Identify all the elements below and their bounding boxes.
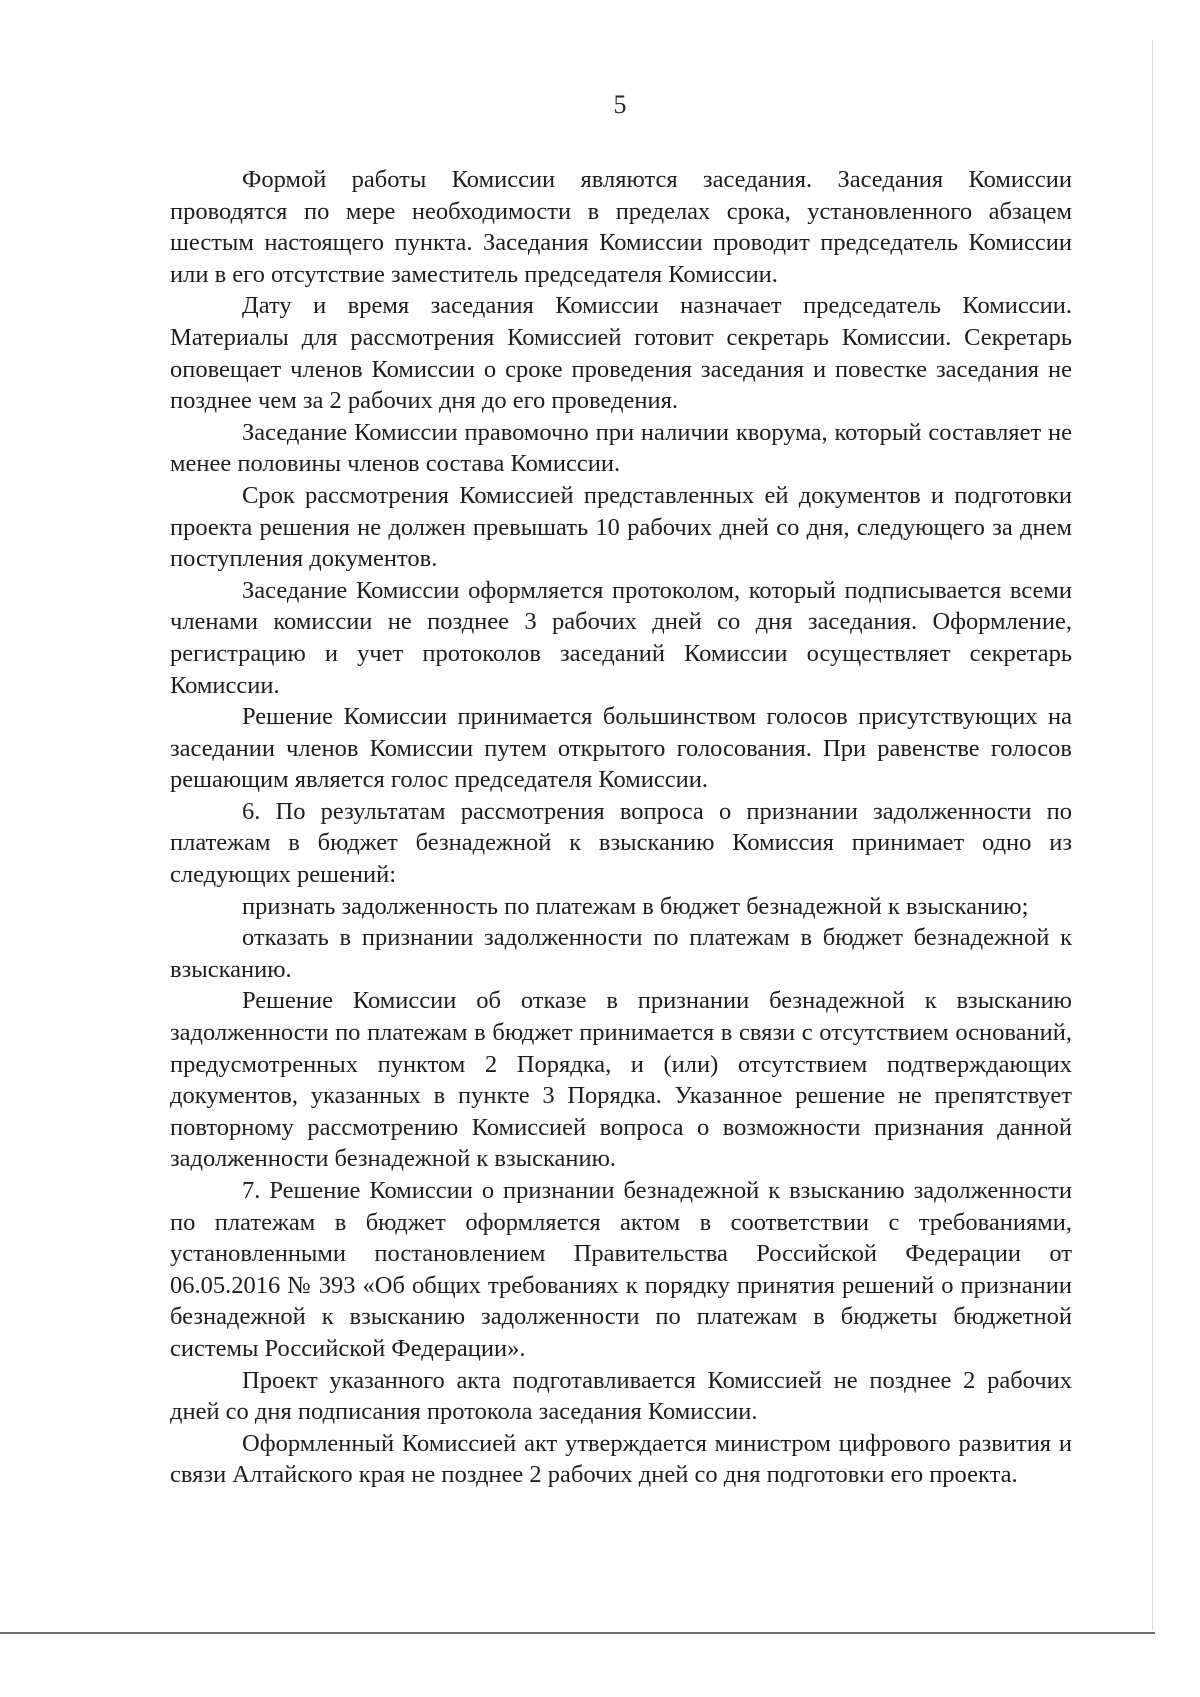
paragraph-review-period: Срок рассмотрения Комиссией представленных ей документов и подготовки проекта решения не должен превышать 10 рабочих дней со дня, следующего за днем поступления документов. xyxy=(170,481,1072,573)
paragraph-item-6: 6. По результатам рассмотрения вопроса о признании задолженности по платежам в бюджет безнадежной к взысканию Комиссия принимает одно из следующих решений: xyxy=(170,797,1072,889)
paragraph-decision-refuse: отказать в признании задолженности по платежам в бюджет безнадежной к взысканию. xyxy=(170,924,1072,983)
paragraph-act-draft: Проект указанного акта подготавливается Комиссией не позднее 2 рабочих дней со дня подписания протокола заседания Комиссии. xyxy=(170,1366,1072,1426)
paragraph-item-7: 7. Решение Комиссии о признании безнадежной к взысканию задолженности по платежам в бюджет оформляется актом в соответствии с требованиями, установленными постановлением Правительства Российской Федерации от 06.05.2016 № 393 «Об общих требованиях к порядку принятия решений о признании безнадежной к взысканию задолженности по платежам в бюджеты бюджетной системы Российской Федерации». xyxy=(170,1177,1072,1362)
paragraph-meeting-schedule: Дату и время заседания Комиссии назначает председатель Комиссии. Материалы для рассмотрения Комиссией готовит секретарь Комиссии. Секретарь оповещает членов Комиссии о сроке проведения заседания и повестке заседания не позднее чем за 2 рабочих дня до его проведения. xyxy=(170,292,1072,415)
paragraph-decision-accept: признать задолженность по платежам в бюджет безнадежной к взысканию; xyxy=(242,892,1029,920)
paragraph-meeting-form: Формой работы Комиссии являются заседания. Заседания Комиссии проводятся по мере необходимости в пределах срока, установленного абзацем шестым настоящего пункта. Заседания Комиссии проводит председатель Комиссии или в его отсутствие заместитель председателя Комиссии. xyxy=(170,166,1072,288)
paragraph-voting: Решение Комиссии принимается большинством голосов присутствующих на заседании членов Комиссии путем открытого голосования. При равенстве голосов решающим является голос председателя Комиссии. xyxy=(170,703,1072,794)
paragraph-refusal-grounds: Решение Комиссии об отказе в признании безнадежной к взысканию задолженности по платежам в бюджет принимается в связи с отсутствием оснований, предусмотренных пунктом 2 Порядка, и (или) отсутствием подтверждающих документов, указанных в пункте 3 Порядка. Указанное решение не препятствует повторному рассмотрению Комиссией вопроса о возможности признания данной задолженности безнадежной к взысканию. xyxy=(170,987,1072,1173)
paragraph-act-approval: Оформленный Комиссией акт утверждается министром цифрового развития и связи Алтайского края не позднее 2 рабочих дней со дня подготовки его проекта. xyxy=(170,1429,1072,1489)
document-body xyxy=(170,164,1072,1491)
page-number: 5 xyxy=(613,90,627,119)
scan-edge-bottom xyxy=(0,1632,1155,1634)
paragraph-protocol: Заседание Комиссии оформляется протоколом, который подписывается всеми членами комиссии не позднее 3 рабочих дней со дня заседания. Оформление, регистрацию и учет протоколов заседаний Комиссии осуществляет секретарь Комиссии. xyxy=(170,576,1072,699)
scan-edge-right xyxy=(1152,40,1153,1630)
paragraph-quorum: Заседание Комиссии правомочно при наличии кворума, который составляет не менее половины членов состава Комиссии. xyxy=(170,418,1072,478)
